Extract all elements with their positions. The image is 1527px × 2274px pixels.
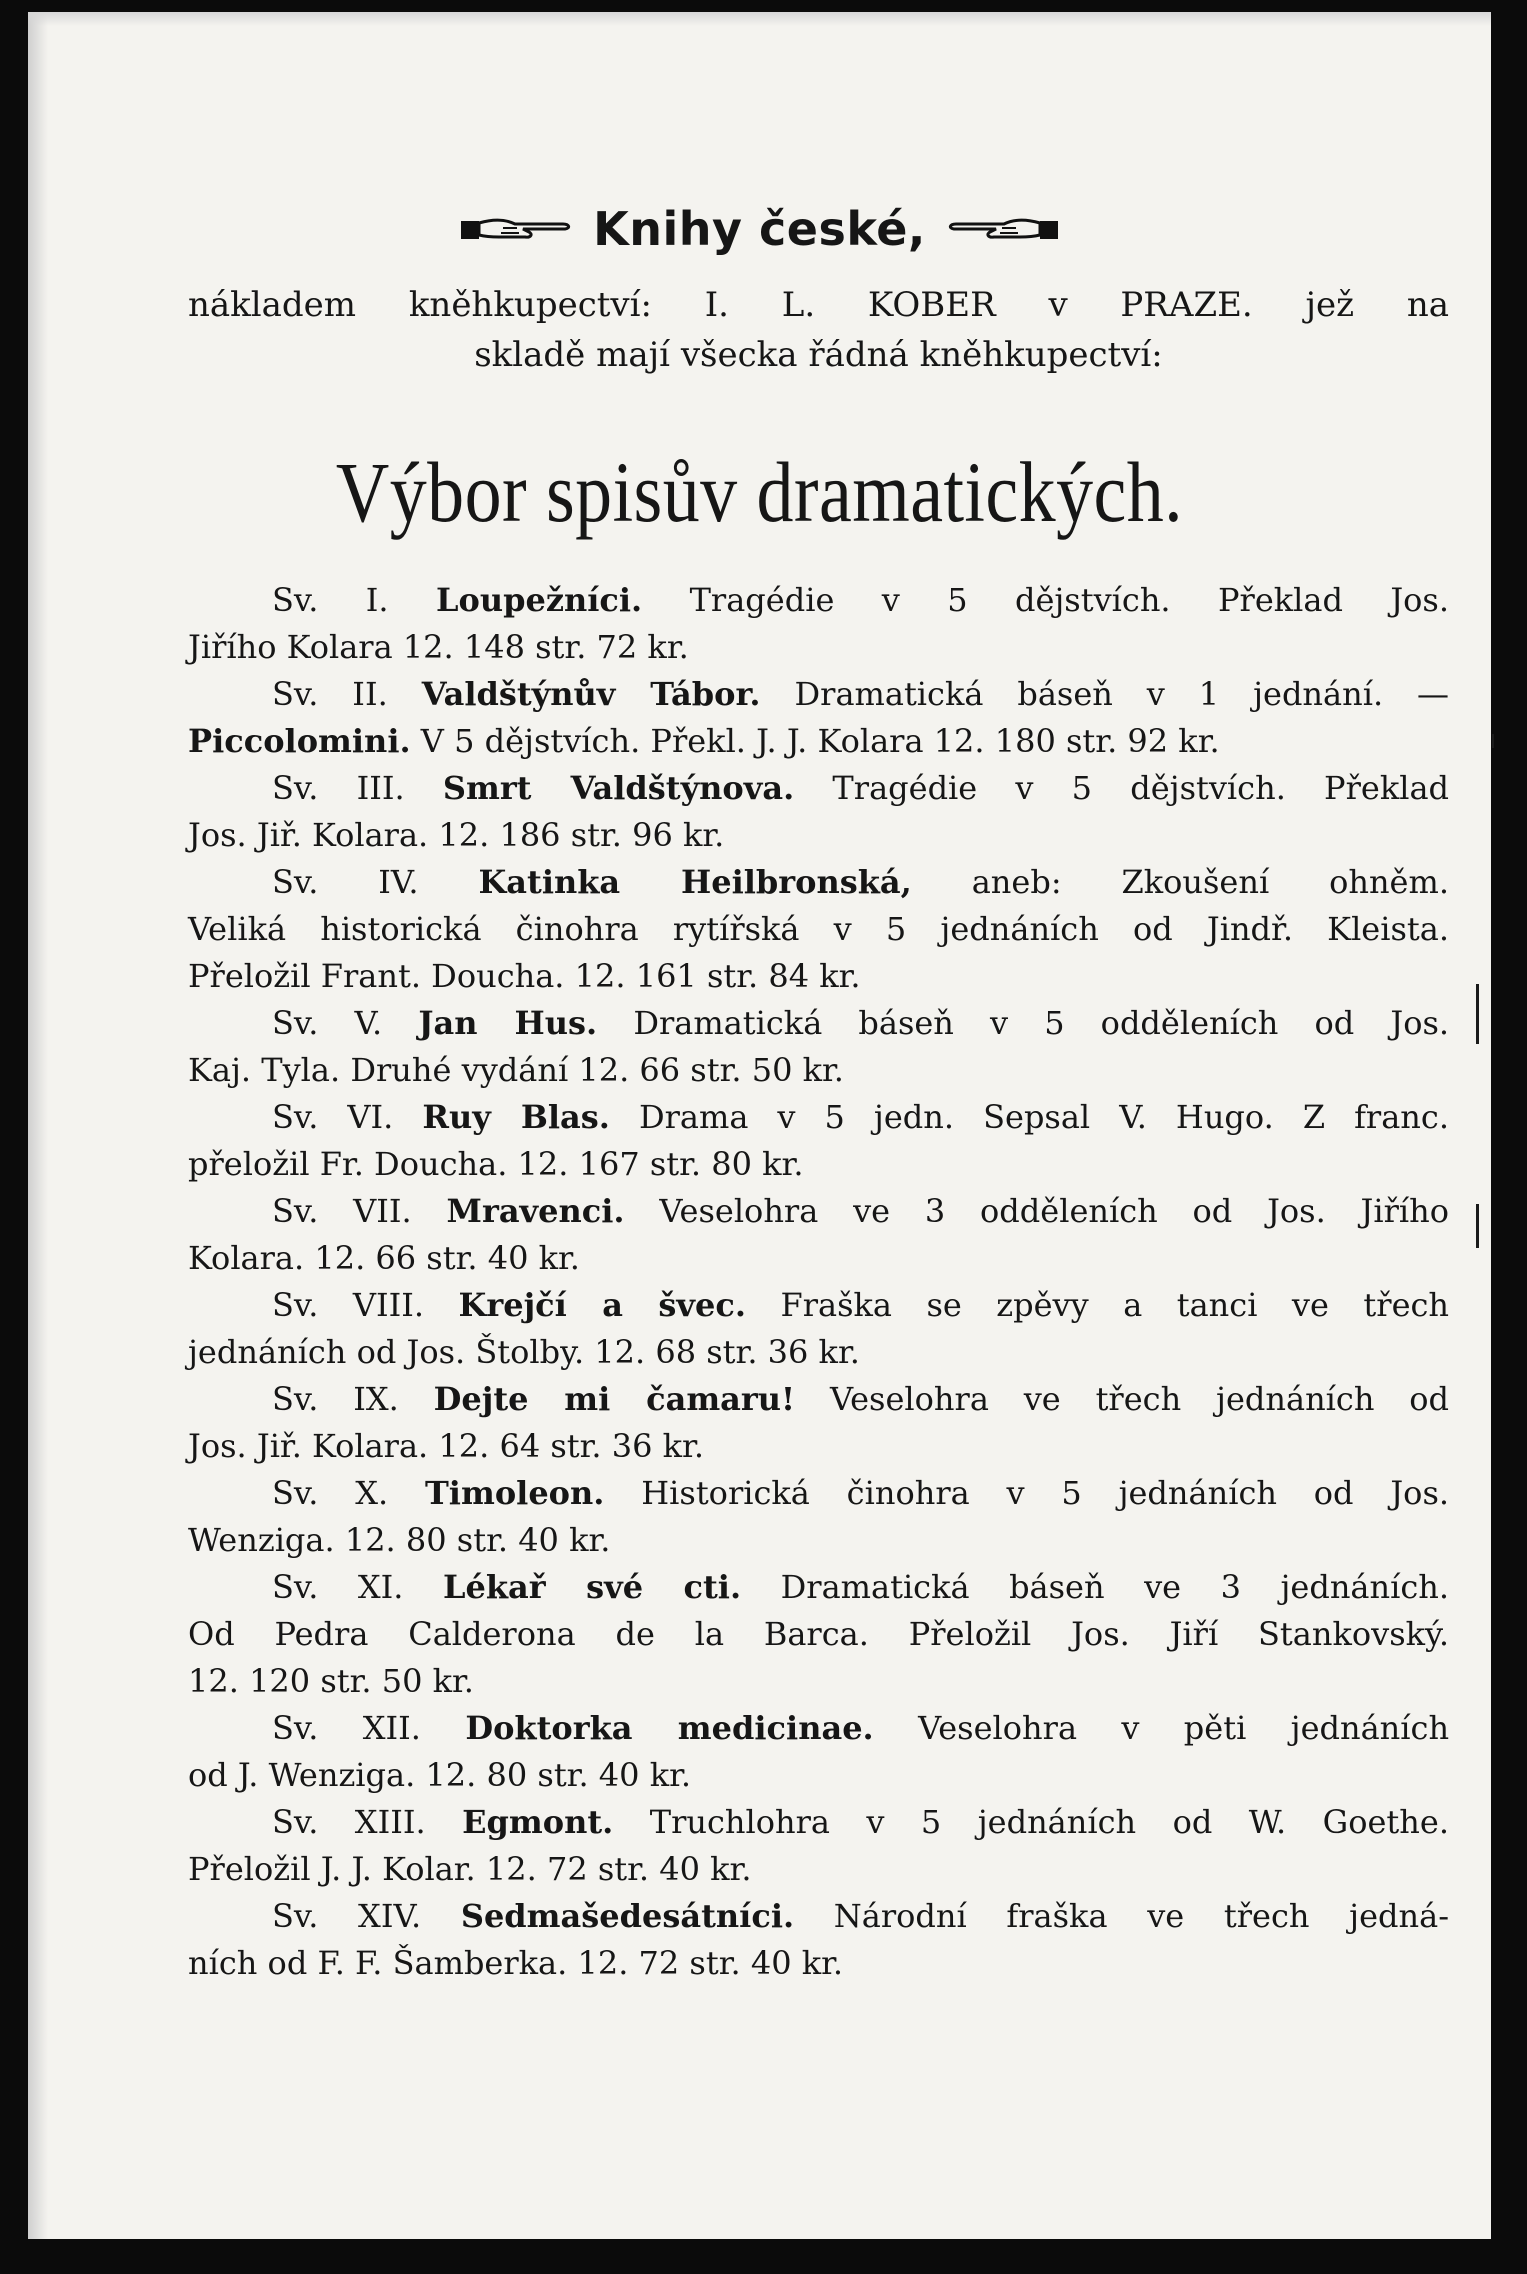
volume-details: Přeložil Frant. Doucha. 12. 161 str. 84 kr.	[188, 957, 861, 995]
volume-title: Jan Hus.	[418, 1004, 598, 1042]
volume-description: aneb: Zkoušení ohněm.	[971, 863, 1450, 901]
volume-details: Jiřího Kolara 12. 148 str. 72 kr.	[188, 628, 689, 666]
volume-description: Veselohra ve třech jednáních od	[829, 1380, 1450, 1418]
scan-artifact	[1476, 1204, 1479, 1248]
volume-title: Katinka Heilbronská,	[478, 863, 912, 901]
volume-details: od J. Wenziga. 12. 80 str. 40 kr.	[188, 1756, 692, 1794]
main-title: Výbor spisův dramatických.	[335, 444, 1184, 540]
volume-description: Národní fraška ve třech jedná-	[833, 1897, 1450, 1935]
volume-description: Dramatická báseň ve 3 jednáních.	[780, 1568, 1450, 1606]
volume-description: Fraška se zpěvy a tanci ve třech	[780, 1286, 1450, 1324]
scan-artifact	[1476, 984, 1479, 1044]
volume-entry	[188, 1705, 1449, 1799]
volume-details: přeložil Fr. Doucha. 12. 167 str. 80 kr.	[188, 1145, 804, 1183]
header	[28, 202, 1491, 256]
volume-description: Tragédie v 5 dějstvích. Překlad Jos.	[689, 581, 1450, 619]
volume-number: Sv. I.	[272, 581, 389, 619]
volume-description: Tragédie v 5 dějstvích. Překlad	[832, 769, 1449, 807]
volume-entry	[188, 859, 1449, 1000]
volume-title: Ruy Blas.	[422, 1098, 610, 1136]
volume-title: Valdštýnův Tábor.	[421, 675, 761, 713]
volume-details: Jos. Jiř. Kolara. 12. 64 str. 36 kr.	[188, 1427, 704, 1465]
volume-entry	[188, 1893, 1449, 1987]
volume-details: Kaj. Tyla. Druhé vydání 12. 66 str. 50 kr.	[188, 1051, 844, 1089]
publisher-line-2: skladě mají všecka řádná kněhkupectví:	[474, 335, 1163, 375]
volume-entry	[188, 1799, 1449, 1893]
volume-details: Přeložil J. J. Kolar. 12. 72 str. 40 kr.	[188, 1850, 752, 1888]
volume-entry	[188, 671, 1449, 765]
volume-details: V 5 dějstvích. Překl. J. J. Kolara 12. 180 str. 92 kr.	[420, 722, 1220, 760]
volume-details: ních od F. F. Šamberka. 12. 72 str. 40 kr.	[188, 1944, 844, 1982]
page-edge-shadow	[28, 12, 48, 2239]
volume-entry	[188, 577, 1449, 671]
volume-number: Sv. XIII.	[272, 1803, 426, 1841]
volume-details: Wenziga. 12. 80 str. 40 kr.	[188, 1521, 611, 1559]
volume-title: Smrt Valdštýnova.	[442, 769, 795, 807]
volume-number: Sv. X.	[272, 1474, 389, 1512]
pointing-hand-right-icon	[459, 215, 575, 243]
page-top-shadow	[28, 12, 1491, 26]
volume-details: Kolara. 12. 66 str. 40 kr.	[188, 1239, 580, 1277]
volume-description: Truchlohra v 5 jednáních od W. Goethe.	[649, 1803, 1450, 1841]
volume-number: Sv. VIII.	[272, 1286, 425, 1324]
paper-page	[28, 12, 1491, 2239]
volume-title: Sedmašedesátníci.	[460, 1897, 795, 1935]
volume-details: jednáních od Jos. Štolby. 12. 68 str. 36 kr.	[188, 1333, 860, 1371]
volume-entry	[188, 1094, 1449, 1188]
volume-title: Dejte mi čamaru!	[433, 1380, 796, 1418]
pointing-hand-left-icon	[944, 215, 1060, 243]
volume-number: Sv. VII.	[272, 1192, 412, 1230]
volume-entry	[188, 1470, 1449, 1564]
scan-artifact	[1492, 734, 1494, 748]
header-line	[459, 202, 1060, 256]
volume-entry	[188, 1282, 1449, 1376]
volume-title: Doktorka medicinae.	[465, 1709, 874, 1747]
volume-details: Jos. Jiř. Kolara. 12. 186 str. 96 kr.	[188, 816, 725, 854]
volume-number: Sv. II.	[272, 675, 388, 713]
volume-number: Sv. IX.	[272, 1380, 399, 1418]
volume-description: Dramatická báseň v 5 odděleních od Jos.	[633, 1004, 1450, 1042]
publisher-block	[188, 280, 1449, 380]
volume-entry	[188, 1376, 1449, 1470]
volume-entry	[188, 1564, 1449, 1705]
volume-subtitle: Piccolomini.	[188, 722, 411, 760]
volume-number: Sv. XI.	[272, 1568, 404, 1606]
volume-list	[188, 577, 1449, 1987]
volume-number: Sv. XIV.	[272, 1897, 422, 1935]
volume-title: Lékař své cti.	[443, 1568, 742, 1606]
volume-description: Veselohra v pěti jednáních	[918, 1709, 1450, 1747]
volume-description: Historická činohra v 5 jednáních od Jos.	[641, 1474, 1450, 1512]
volume-title: Krejčí a švec.	[458, 1286, 747, 1324]
volume-number: Sv. XII.	[272, 1709, 421, 1747]
header-title: Knihy české,	[593, 202, 926, 256]
volume-title: Egmont.	[462, 1803, 614, 1841]
volume-description-cont: Od Pedra Calderona de la Barca. Přeložil Jos. Jiří Stankovský.	[188, 1615, 1449, 1653]
volume-description: Drama v 5 jedn. Sepsal V. Hugo. Z franc.	[638, 1098, 1449, 1136]
volume-description: Veselohra ve 3 odděleních od Jos. Jiřího	[659, 1192, 1450, 1230]
volume-description-cont: Veliká historická činohra rytířská v 5 jednáních od Jindř. Kleista.	[188, 910, 1449, 948]
volume-number: Sv. III.	[272, 769, 405, 807]
volume-title: Mravenci.	[446, 1192, 625, 1230]
volume-description: Dramatická báseň v 1 jednání. —	[794, 675, 1450, 713]
volume-entry	[188, 1188, 1449, 1282]
volume-details: 12. 120 str. 50 kr.	[188, 1662, 474, 1700]
volume-number: Sv. V.	[272, 1004, 383, 1042]
publisher-line-1: nákladem kněhkupectví: I. L. KOBER v PRAZE. jež na	[188, 285, 1449, 325]
volume-title: Timoleon.	[424, 1474, 605, 1512]
volume-number: Sv. IV.	[272, 863, 419, 901]
volume-entry	[188, 765, 1449, 859]
volume-entry	[188, 1000, 1449, 1094]
volume-title: Loupežníci.	[435, 581, 643, 619]
volume-number: Sv. VI.	[272, 1098, 394, 1136]
